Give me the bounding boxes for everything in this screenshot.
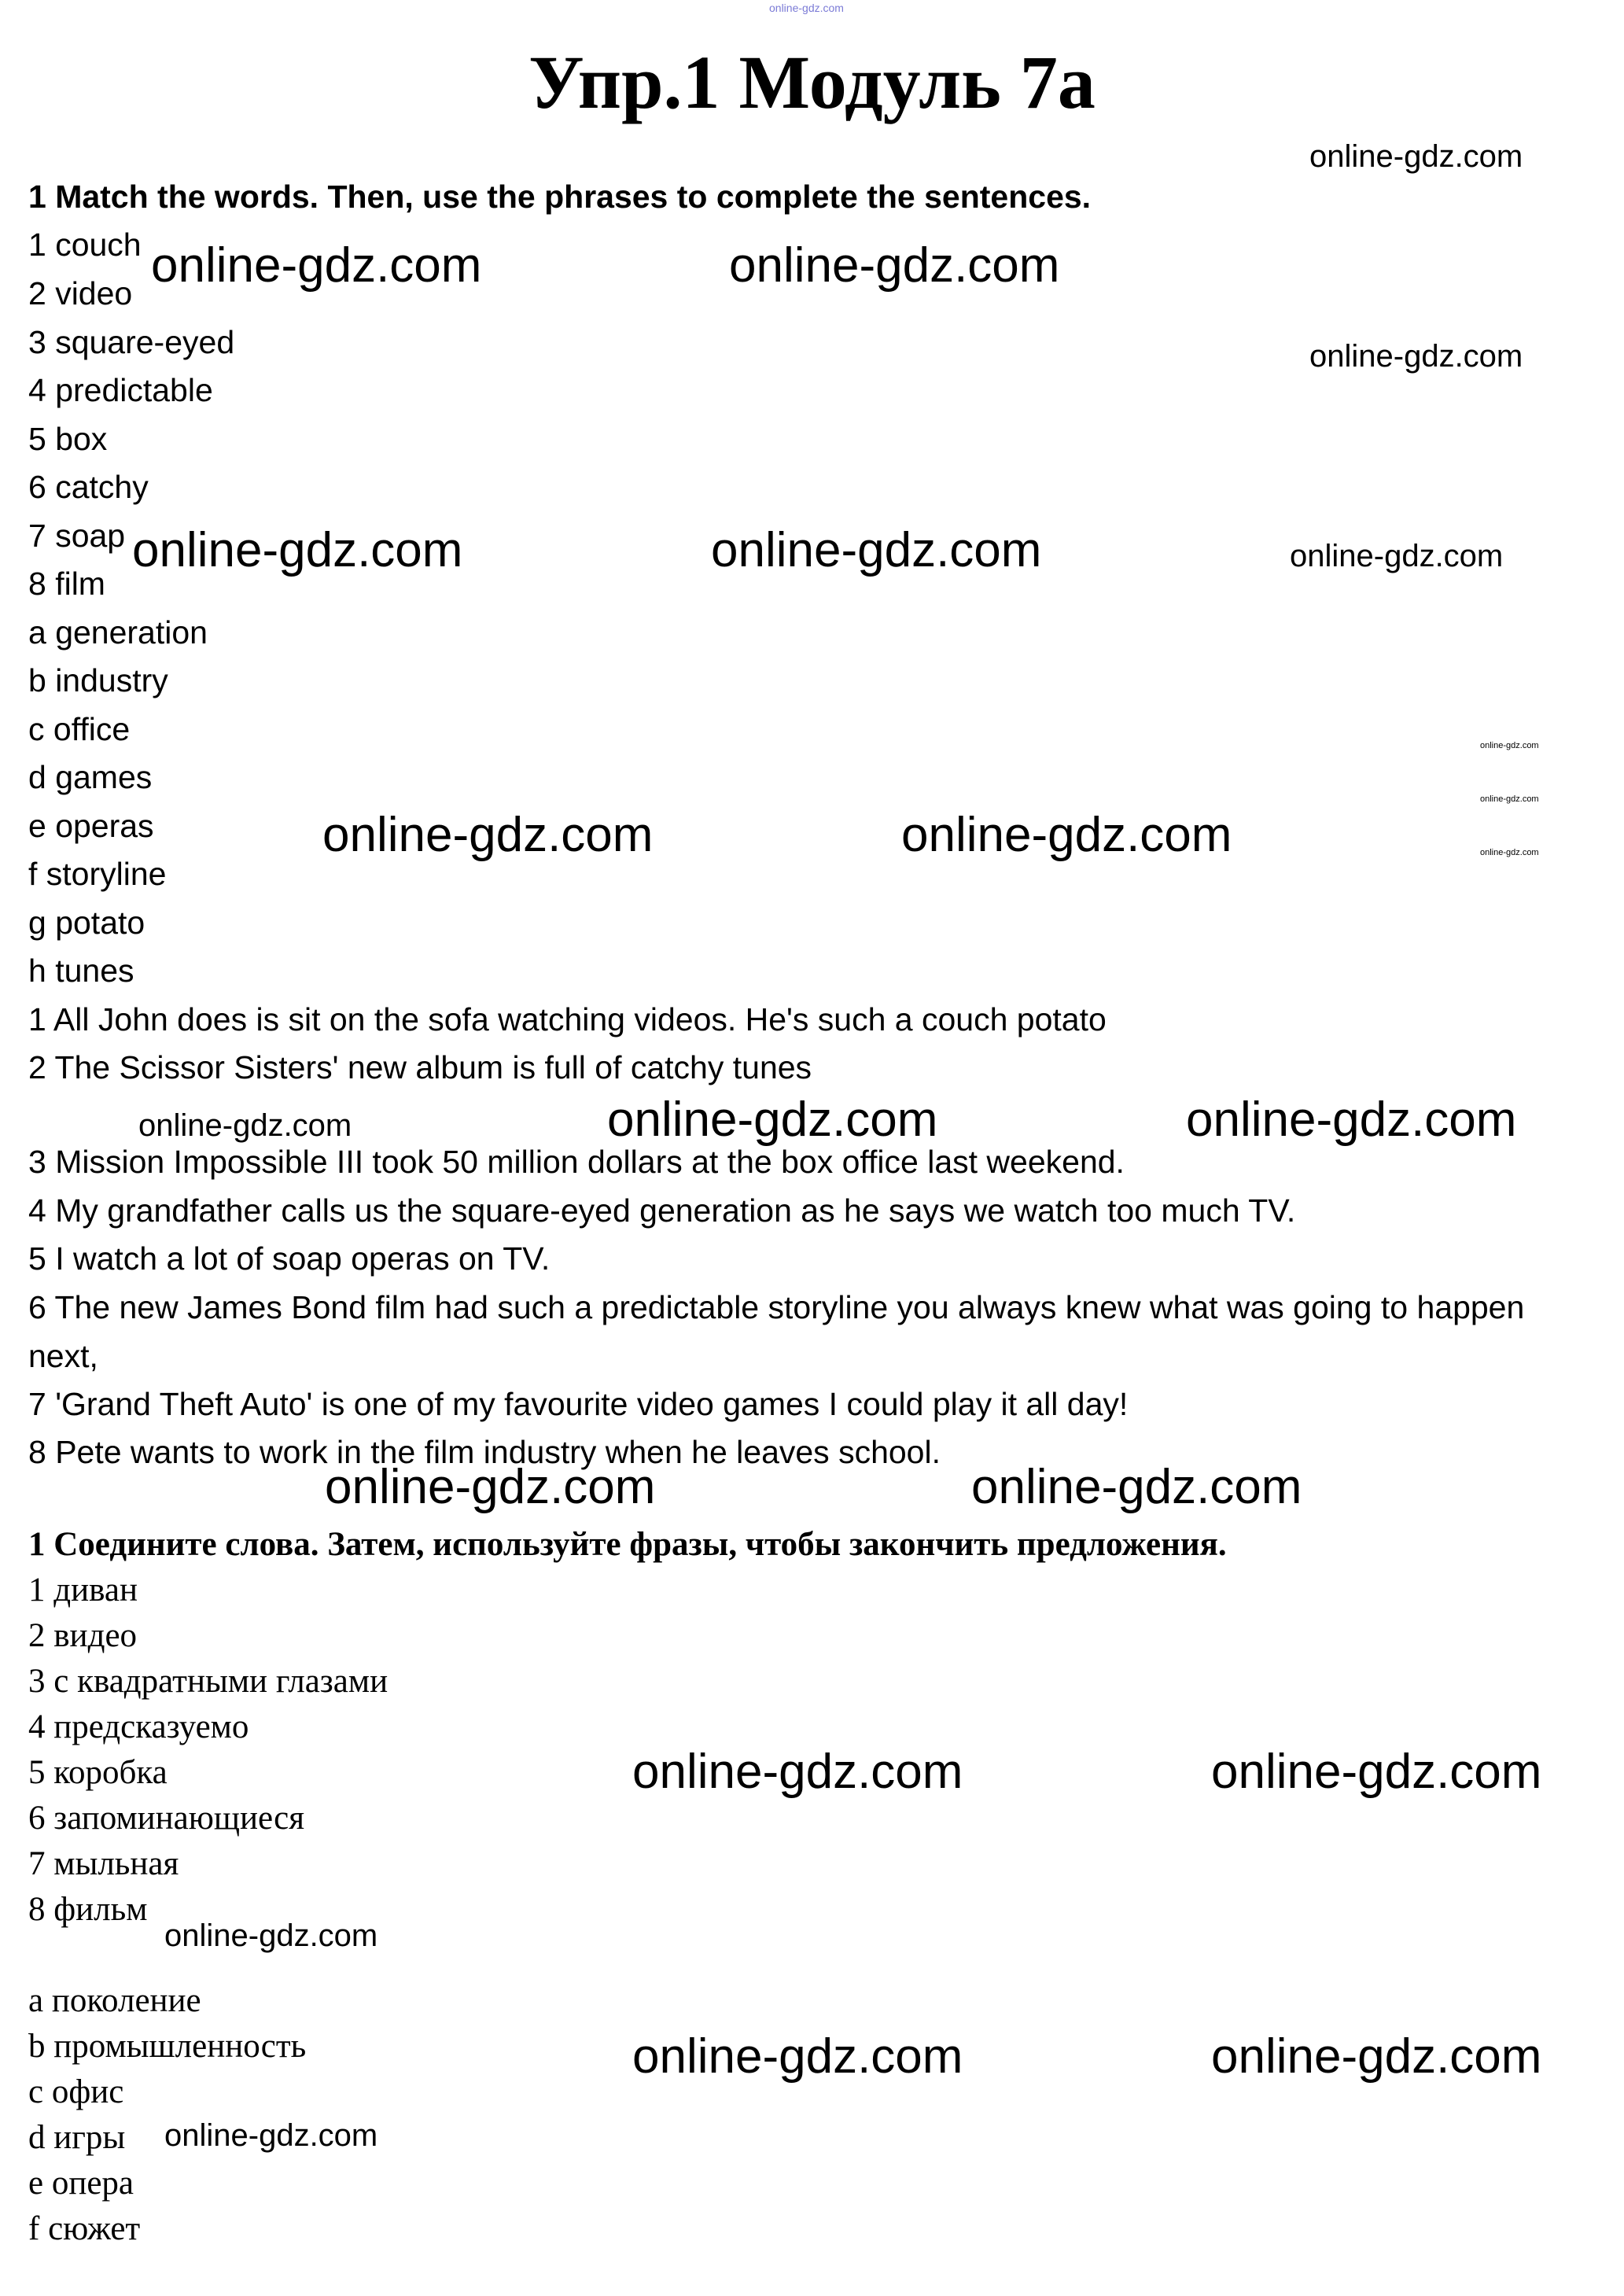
watermark: online-gdz.com	[901, 808, 1232, 862]
watermark: online-gdz.com	[971, 1460, 1302, 1514]
watermark: online-gdz.com	[1480, 794, 1539, 804]
ending-item: d games	[28, 759, 153, 795]
watermark: online-gdz.com	[325, 1460, 656, 1514]
sentence-item: 3 Mission Impossible III took 50 million dollars at the box office last weekend.	[28, 1144, 1125, 1180]
word-item-ru: 2 видео	[28, 1617, 138, 1654]
word-item-ru: 1 диван	[28, 1572, 138, 1609]
ending-item-ru: b промышленность	[28, 2028, 307, 2065]
ending-item: g potato	[28, 905, 145, 941]
watermark: online-gdz.com	[164, 2118, 378, 2153]
ending-item: a generation	[28, 614, 208, 650]
ending-item: b industry	[28, 662, 168, 698]
ending-item: f storyline	[28, 856, 167, 892]
ending-item: h tunes	[28, 953, 134, 989]
sentence-item: 7 'Grand Theft Auto' is one of my favourite video games I could play it all day!	[28, 1386, 1129, 1422]
watermark: online-gdz.com	[1309, 339, 1523, 374]
watermark: online-gdz.com	[607, 1093, 938, 1147]
sentence-item: 2 The Scissor Sisters' new album is full of catchy tunes	[28, 1049, 812, 1085]
sentence-item: 8 Pete wants to work in the film industry when he leaves school.	[28, 1434, 941, 1470]
watermark: online-gdz.com	[1211, 1745, 1542, 1799]
ending-item: c office	[28, 711, 131, 747]
word-item-ru: 4 предсказуемо	[28, 1708, 249, 1745]
word-item-ru: 3 с квадратными глазами	[28, 1663, 389, 1700]
watermark: online-gdz.com	[1186, 1093, 1517, 1147]
watermark: online-gdz.com	[1480, 848, 1539, 857]
sentence-item: 6 The new James Bond film had such a predictable storyline you always knew what was going to happen next,	[28, 1289, 1525, 1374]
word-item: 5 box	[28, 421, 108, 457]
word-item: 2 video	[28, 275, 133, 311]
word-item: 7 soap	[28, 518, 126, 554]
watermark-top: online-gdz.com	[769, 2, 844, 14]
ending-item-ru: d игры	[28, 2119, 126, 2156]
watermark: online-gdz.com	[632, 1745, 963, 1799]
word-item: 6 catchy	[28, 469, 149, 505]
ending-item-ru: a поколение	[28, 1982, 201, 2019]
watermark: online-gdz.com	[164, 1918, 378, 1953]
ending-item-ru: e опера	[28, 2165, 134, 2202]
sentence-item: 5 I watch a lot of soap operas on TV.	[28, 1240, 551, 1277]
word-item-ru: 8 фильм	[28, 1891, 148, 1928]
watermark: online-gdz.com	[1290, 539, 1504, 573]
watermark: online-gdz.com	[132, 523, 463, 577]
word-item-ru: 5 коробка	[28, 1754, 168, 1791]
sentence-item: 4 My grandfather calls us the square-eyed generation as he says we watch too much TV.	[28, 1192, 1296, 1229]
page-title: Упр.1 Модуль 7a	[528, 40, 1096, 124]
watermark: online-gdz.com	[1480, 741, 1539, 750]
word-item-ru: 6 запоминающиеся	[28, 1800, 305, 1837]
watermark: online-gdz.com	[711, 523, 1042, 577]
ending-item: e operas	[28, 808, 154, 844]
russian-instruction: 1 Соедините слова. Затем, используйте фразы, чтобы закончить предложения.	[28, 1526, 1227, 1563]
english-instruction: 1 Match the words. Then, use the phrases to complete the sentences.	[28, 179, 1092, 215]
watermark: online-gdz.com	[151, 238, 482, 293]
sentence-item: 1 All John does is sit on the sofa watching videos. He's such a couch potato	[28, 1001, 1107, 1037]
ending-item-ru: c офис	[28, 2073, 124, 2110]
watermark: online-gdz.com	[138, 1108, 352, 1143]
word-item: 3 square-eyed	[28, 324, 235, 360]
word-item: 1 couch	[28, 227, 142, 263]
watermark: online-gdz.com	[729, 238, 1060, 293]
watermark: online-gdz.com	[1211, 2029, 1542, 2084]
word-item: 4 predictable	[28, 372, 213, 408]
watermark: online-gdz.com	[1309, 139, 1523, 174]
watermark: online-gdz.com	[322, 808, 654, 862]
word-item-ru: 7 мыльная	[28, 1845, 179, 1882]
ending-item-ru: f сюжет	[28, 2210, 141, 2247]
watermark: online-gdz.com	[632, 2029, 963, 2084]
word-item: 8 film	[28, 566, 105, 602]
